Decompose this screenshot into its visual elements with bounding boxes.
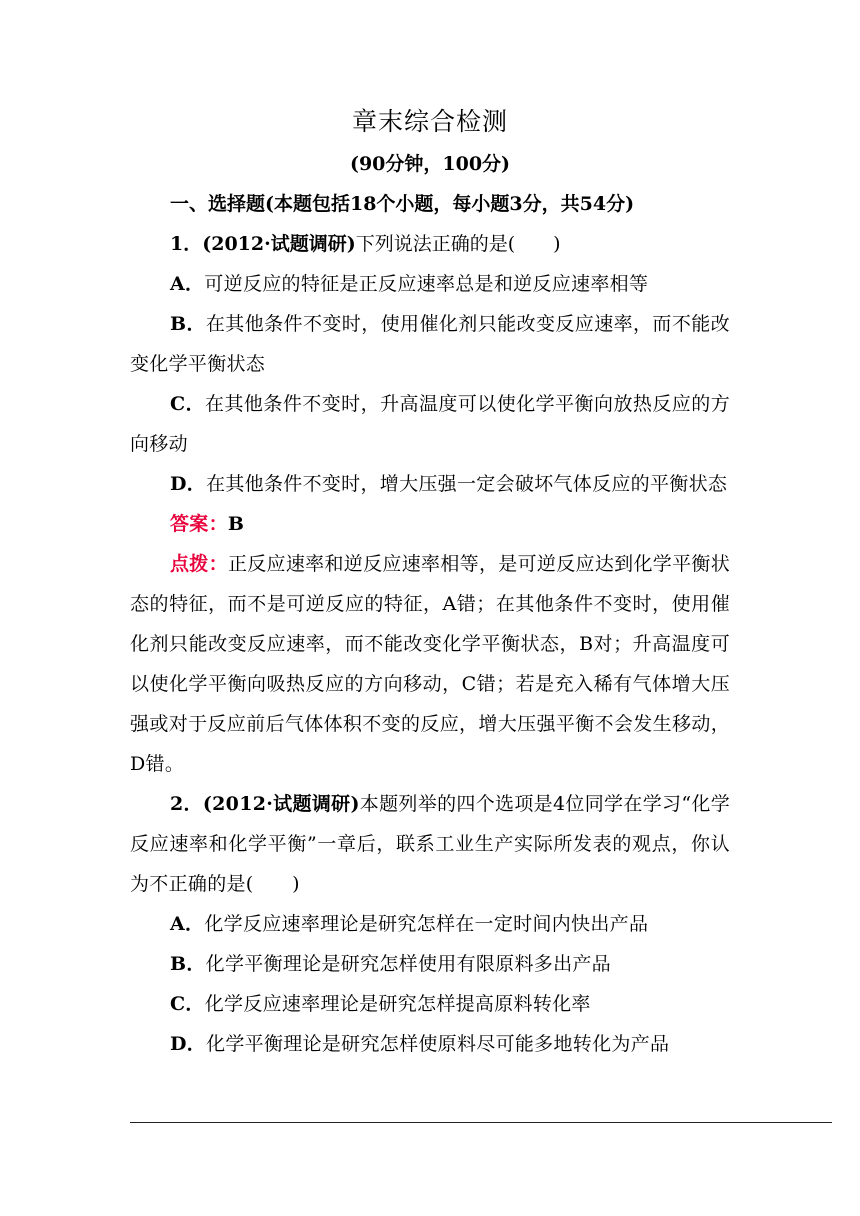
question-1-option-c bbox=[130, 384, 730, 464]
question-1-option-a bbox=[130, 264, 730, 304]
option-letter: C． bbox=[170, 993, 205, 1015]
option-text: 在其他条件不变时，增大压强一定会破坏气体反应的平衡状态 bbox=[206, 473, 728, 495]
footer-divider bbox=[130, 1122, 832, 1123]
section-heading: 一、选择题(本题包括18个小题，每小题3分，共54分) bbox=[170, 193, 635, 215]
option-text: 化学反应速率理论是研究怎样提高原料转化率 bbox=[204, 993, 591, 1015]
question-1-stem bbox=[130, 224, 730, 264]
question-text: 下列说法正确的是( ) bbox=[355, 233, 561, 255]
option-letter: D． bbox=[170, 1033, 207, 1055]
page-subtitle: (90分钟，100分) bbox=[349, 153, 511, 175]
option-text: 化学反应速率理论是研究怎样在一定时间内快出产品 bbox=[204, 913, 649, 935]
option-letter: A． bbox=[170, 273, 205, 295]
question-1-answer bbox=[130, 504, 730, 544]
option-letter: D． bbox=[170, 473, 207, 495]
option-letter: C． bbox=[170, 393, 206, 415]
option-text: 化学平衡理论是研究怎样使用有限原料多出产品 bbox=[205, 953, 611, 975]
page-title: 章末综合检测 bbox=[351, 107, 508, 136]
question-source: (2012·试题调研) bbox=[202, 233, 356, 255]
hint-label: 点拨： bbox=[170, 553, 228, 575]
option-text: 化学平衡理论是研究怎样使原料尽可能多地转化为产品 bbox=[206, 1033, 670, 1055]
question-2-option-a bbox=[130, 904, 730, 944]
option-text: 在其他条件不变时，使用催化剂只能改变反应速率，而不能改变化学平衡状态 bbox=[130, 313, 730, 375]
question-source: (2012·试题调研) bbox=[202, 793, 360, 815]
option-letter: B． bbox=[170, 953, 206, 975]
document-page bbox=[130, 100, 730, 1064]
option-text: 在其他条件不变时，升高温度可以使化学平衡向放热反应的方向移动 bbox=[130, 393, 730, 455]
option-letter: A． bbox=[170, 913, 205, 935]
question-1-option-d bbox=[130, 464, 730, 504]
question-2-option-b bbox=[130, 944, 730, 984]
question-number: 2． bbox=[170, 793, 203, 815]
option-letter: B． bbox=[170, 313, 206, 335]
question-1-hint bbox=[130, 544, 730, 784]
question-2-option-d bbox=[130, 1024, 730, 1064]
hint-text: 正反应速率和逆反应速率相等，是可逆反应达到化学平衡状态的特征，而不是可逆反应的特征，A错；在其他条件不变时，使用催化剂只能改变反应速率，而不能改变化学平衡状态，B对；升高温度可以使化学平衡向吸热反应的方向移动，C错；若是充入稀有气体增大压强或对于反应前后气体体积不变的反应，增大压强平衡不会发生移动，D错。 bbox=[130, 553, 730, 775]
answer-label: 答案： bbox=[170, 513, 228, 535]
question-2-stem bbox=[130, 784, 730, 904]
question-1-option-b bbox=[130, 304, 730, 384]
option-text: 可逆反应的特征是正反应速率总是和逆反应速率相等 bbox=[204, 273, 649, 295]
question-2-option-c bbox=[130, 984, 730, 1024]
question-text: 本题列举的四个选项是4位同学在学习“化学反应速率和化学平衡”一章后，联系工业生产实际所发表的观点，你认为不正确的是( ) bbox=[130, 793, 730, 895]
answer-value: B bbox=[227, 513, 245, 535]
question-number: 1． bbox=[170, 233, 203, 255]
